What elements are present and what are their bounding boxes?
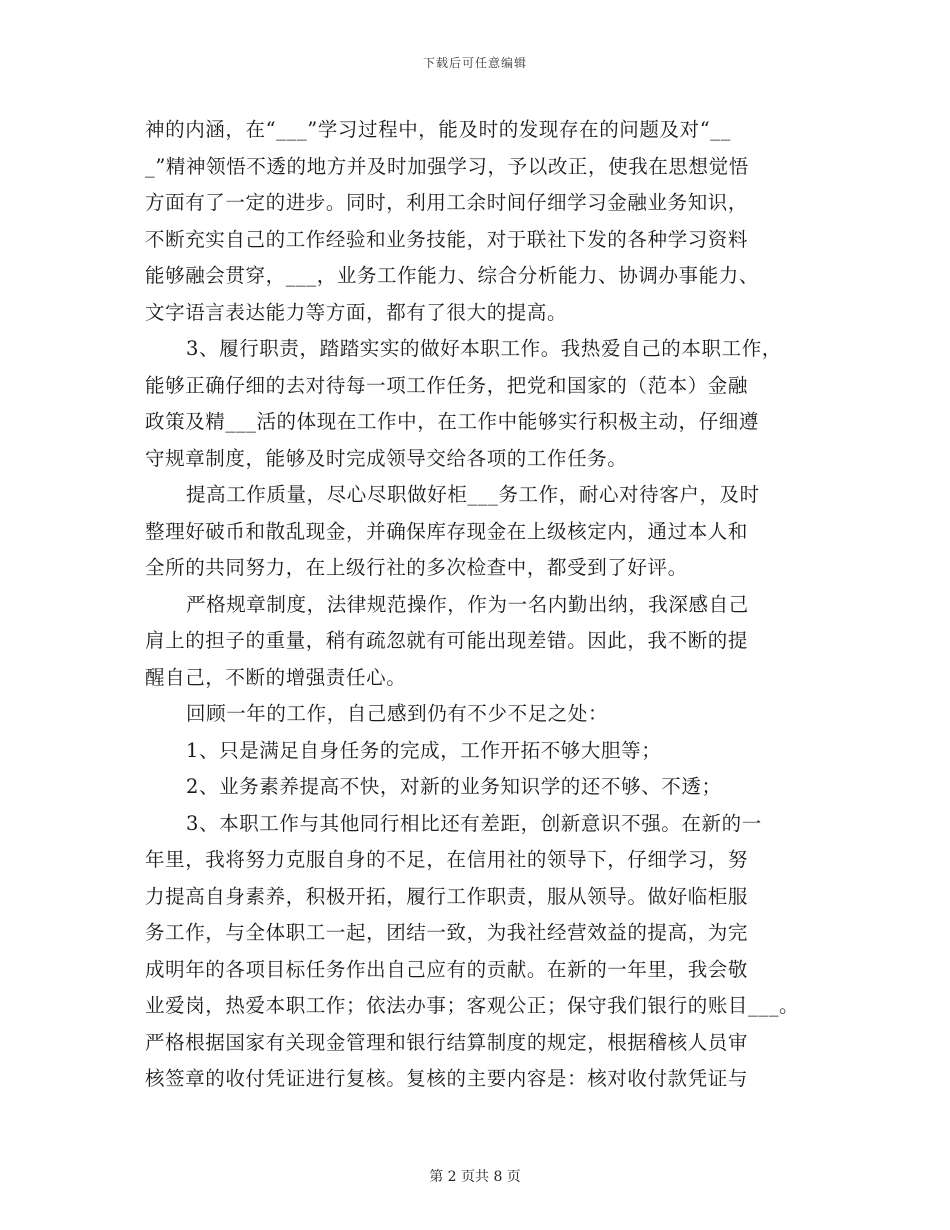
text-line: 严格规章制度，法律规范操作，作为一名内勤出纳，我深感自己 <box>186 592 749 616</box>
text-line: 回顾一年的工作，自己感到仍有不少不足之处： <box>186 702 609 725</box>
text-line: 成明年的各项目标任务作出自己应有的贡献。在新的一年里，我会敬 <box>145 957 749 981</box>
text-line: 能够融会贯穿，___，业务工作能力、综合分析能力、协调办事能力、 <box>145 264 759 287</box>
text-line: 严格根据国家有关现金管理和银行结算制度的规定，根据稽核人员审 <box>145 1030 749 1054</box>
text-line: 神的内涵，在“___”学习过程中，能及时的发现存在的问题及对“__ <box>145 118 731 141</box>
text-line: 文字语言表达能力等方面，都有了很大的提高。 <box>145 300 568 324</box>
text-line: 方面有了一定的进步。同时，利用工余时间仔细学习金融业务知识， <box>145 191 749 214</box>
text-line: 不断充实自己的工作经验和业务技能，对于联社下发的各种学习资料 <box>145 227 749 251</box>
page-header: 下载后可任意编辑 <box>422 56 527 70</box>
text-line: 核签章的收付凭证进行复核。复核的主要内容是：核对收付款凭证与 <box>145 1067 749 1090</box>
text-line: 政策及精___活的体现在工作中，在工作中能够实行积极主动，仔细遵 <box>145 410 759 433</box>
text-line: 业爱岗，热爱本职工作；依法办事；客观公正；保守我们银行的账目___。 <box>145 994 800 1017</box>
text-line: 2、业务素养提高不快，对新的业务知识学的还不够、不透； <box>186 775 722 798</box>
document-body <box>145 112 810 1098</box>
text-line: 肩上的担子的重量，稍有疏忽就有可能出现差错。因此，我不断的提 <box>145 629 749 652</box>
text-line: 提高工作质量，尽心尽职做好柜___务工作，耐心对待客户，及时 <box>186 483 760 506</box>
text-line: 守规章制度，能够及时完成领导交给各项的工作任务。 <box>145 446 628 470</box>
text-line: 3、履行职责，踏踏实实的做好本职工作。我热爱自己的本职工作， <box>186 337 782 360</box>
text-line: 3、本职工作与其他同行相比还有差距，创新意识不强。在新的一 <box>186 811 762 835</box>
text-line: _”精神领悟不透的地方并及时加强学习，予以改正，使我在思想觉悟 <box>145 154 749 178</box>
text-line: 务工作，与全体职工一起，团结一致，为我社经营效益的提高，为完 <box>145 921 749 944</box>
page-number: 第 2 页共 8 页 <box>429 1169 521 1185</box>
text-line: 整理好破币和散乱现金，并确保库存现金在上级核定内，通过本人和 <box>145 519 749 543</box>
text-line: 年里，我将努力克服自身的不足，在信用社的领导下，仔细学习，努 <box>145 848 749 871</box>
text-line: 全所的共同努力，在上级行社的多次检查中，都受到了好评。 <box>145 556 688 579</box>
text-line: 力提高自身素养，积极开拓，履行工作职责，服从领导。做好临柜服 <box>145 884 749 908</box>
text-line: 能够正确仔细的去对待每一项工作任务，把党和国家的（范本）金融 <box>145 373 749 397</box>
text-line: 醒自己，不断的增强责任心。 <box>145 665 407 689</box>
text-line: 1、只是满足自身任务的完成，工作开拓不够大胆等； <box>186 738 662 762</box>
